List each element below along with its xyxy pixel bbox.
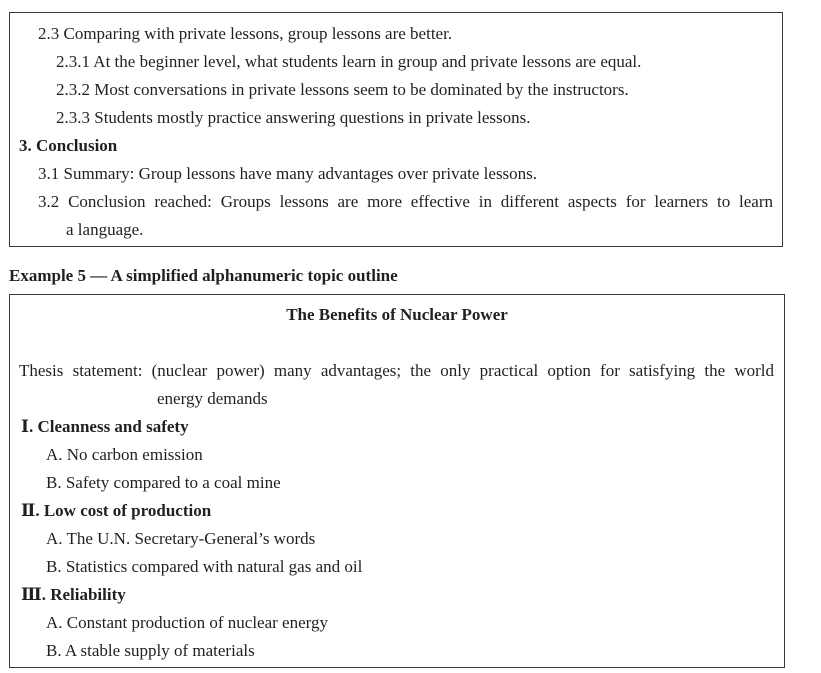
section-1-item-a: A. No carbon emission	[46, 445, 203, 464]
outline-item-2-3-2: 2.3.2 Most conversations in private lessons seem to be dominated by the instructors.	[56, 80, 629, 99]
outline-title: The Benefits of Nuclear Power	[286, 305, 508, 324]
section-1-item-b: B. Safety compared to a coal mine	[46, 473, 281, 492]
section-2-item-b: B. Statistics compared with natural gas and oil	[46, 557, 363, 576]
thesis-line-2: energy demands	[157, 389, 268, 408]
outline-item-2-3-3: 2.3.3 Students mostly practice answering questions in private lessons.	[56, 108, 531, 127]
outline-heading-conclusion: 3. Conclusion	[19, 136, 118, 155]
outline-item-3-1: 3.1 Summary: Group lessons have many advantages over private lessons.	[38, 164, 538, 183]
section-heading-3: Ⅲ. Reliability	[21, 585, 126, 604]
section-2-item-a: A. The U.N. Secretary-General’s words	[46, 529, 316, 548]
section-heading-2: Ⅱ. Low cost of production	[21, 501, 212, 520]
outline-item-3-2-line1: 3.2 Conclusion reached: Groups lessons are more effective in different aspects for learners to learn	[38, 192, 773, 211]
thesis-line-1: Thesis statement: (nuclear power) many advantages; the only practical option for satisfying the world	[19, 361, 774, 380]
example-outline-box	[9, 294, 785, 668]
outline-continued-box	[9, 12, 783, 247]
example-caption: Example 5 — A simplified alphanumeric topic outline	[9, 266, 398, 285]
section-3-item-a: A. Constant production of nuclear energy	[46, 613, 329, 632]
outline-item-2-3-1: 2.3.1 At the beginner level, what students learn in group and private lessons are equal.	[56, 52, 642, 71]
section-3-item-b: B. A stable supply of materials	[46, 641, 255, 660]
section-heading-1: Ⅰ. Cleanness and safety	[21, 417, 189, 436]
outline-item-3-2-line2: a language.	[66, 220, 144, 239]
outline-item-2-3: 2.3 Comparing with private lessons, group lessons are better.	[38, 24, 453, 43]
